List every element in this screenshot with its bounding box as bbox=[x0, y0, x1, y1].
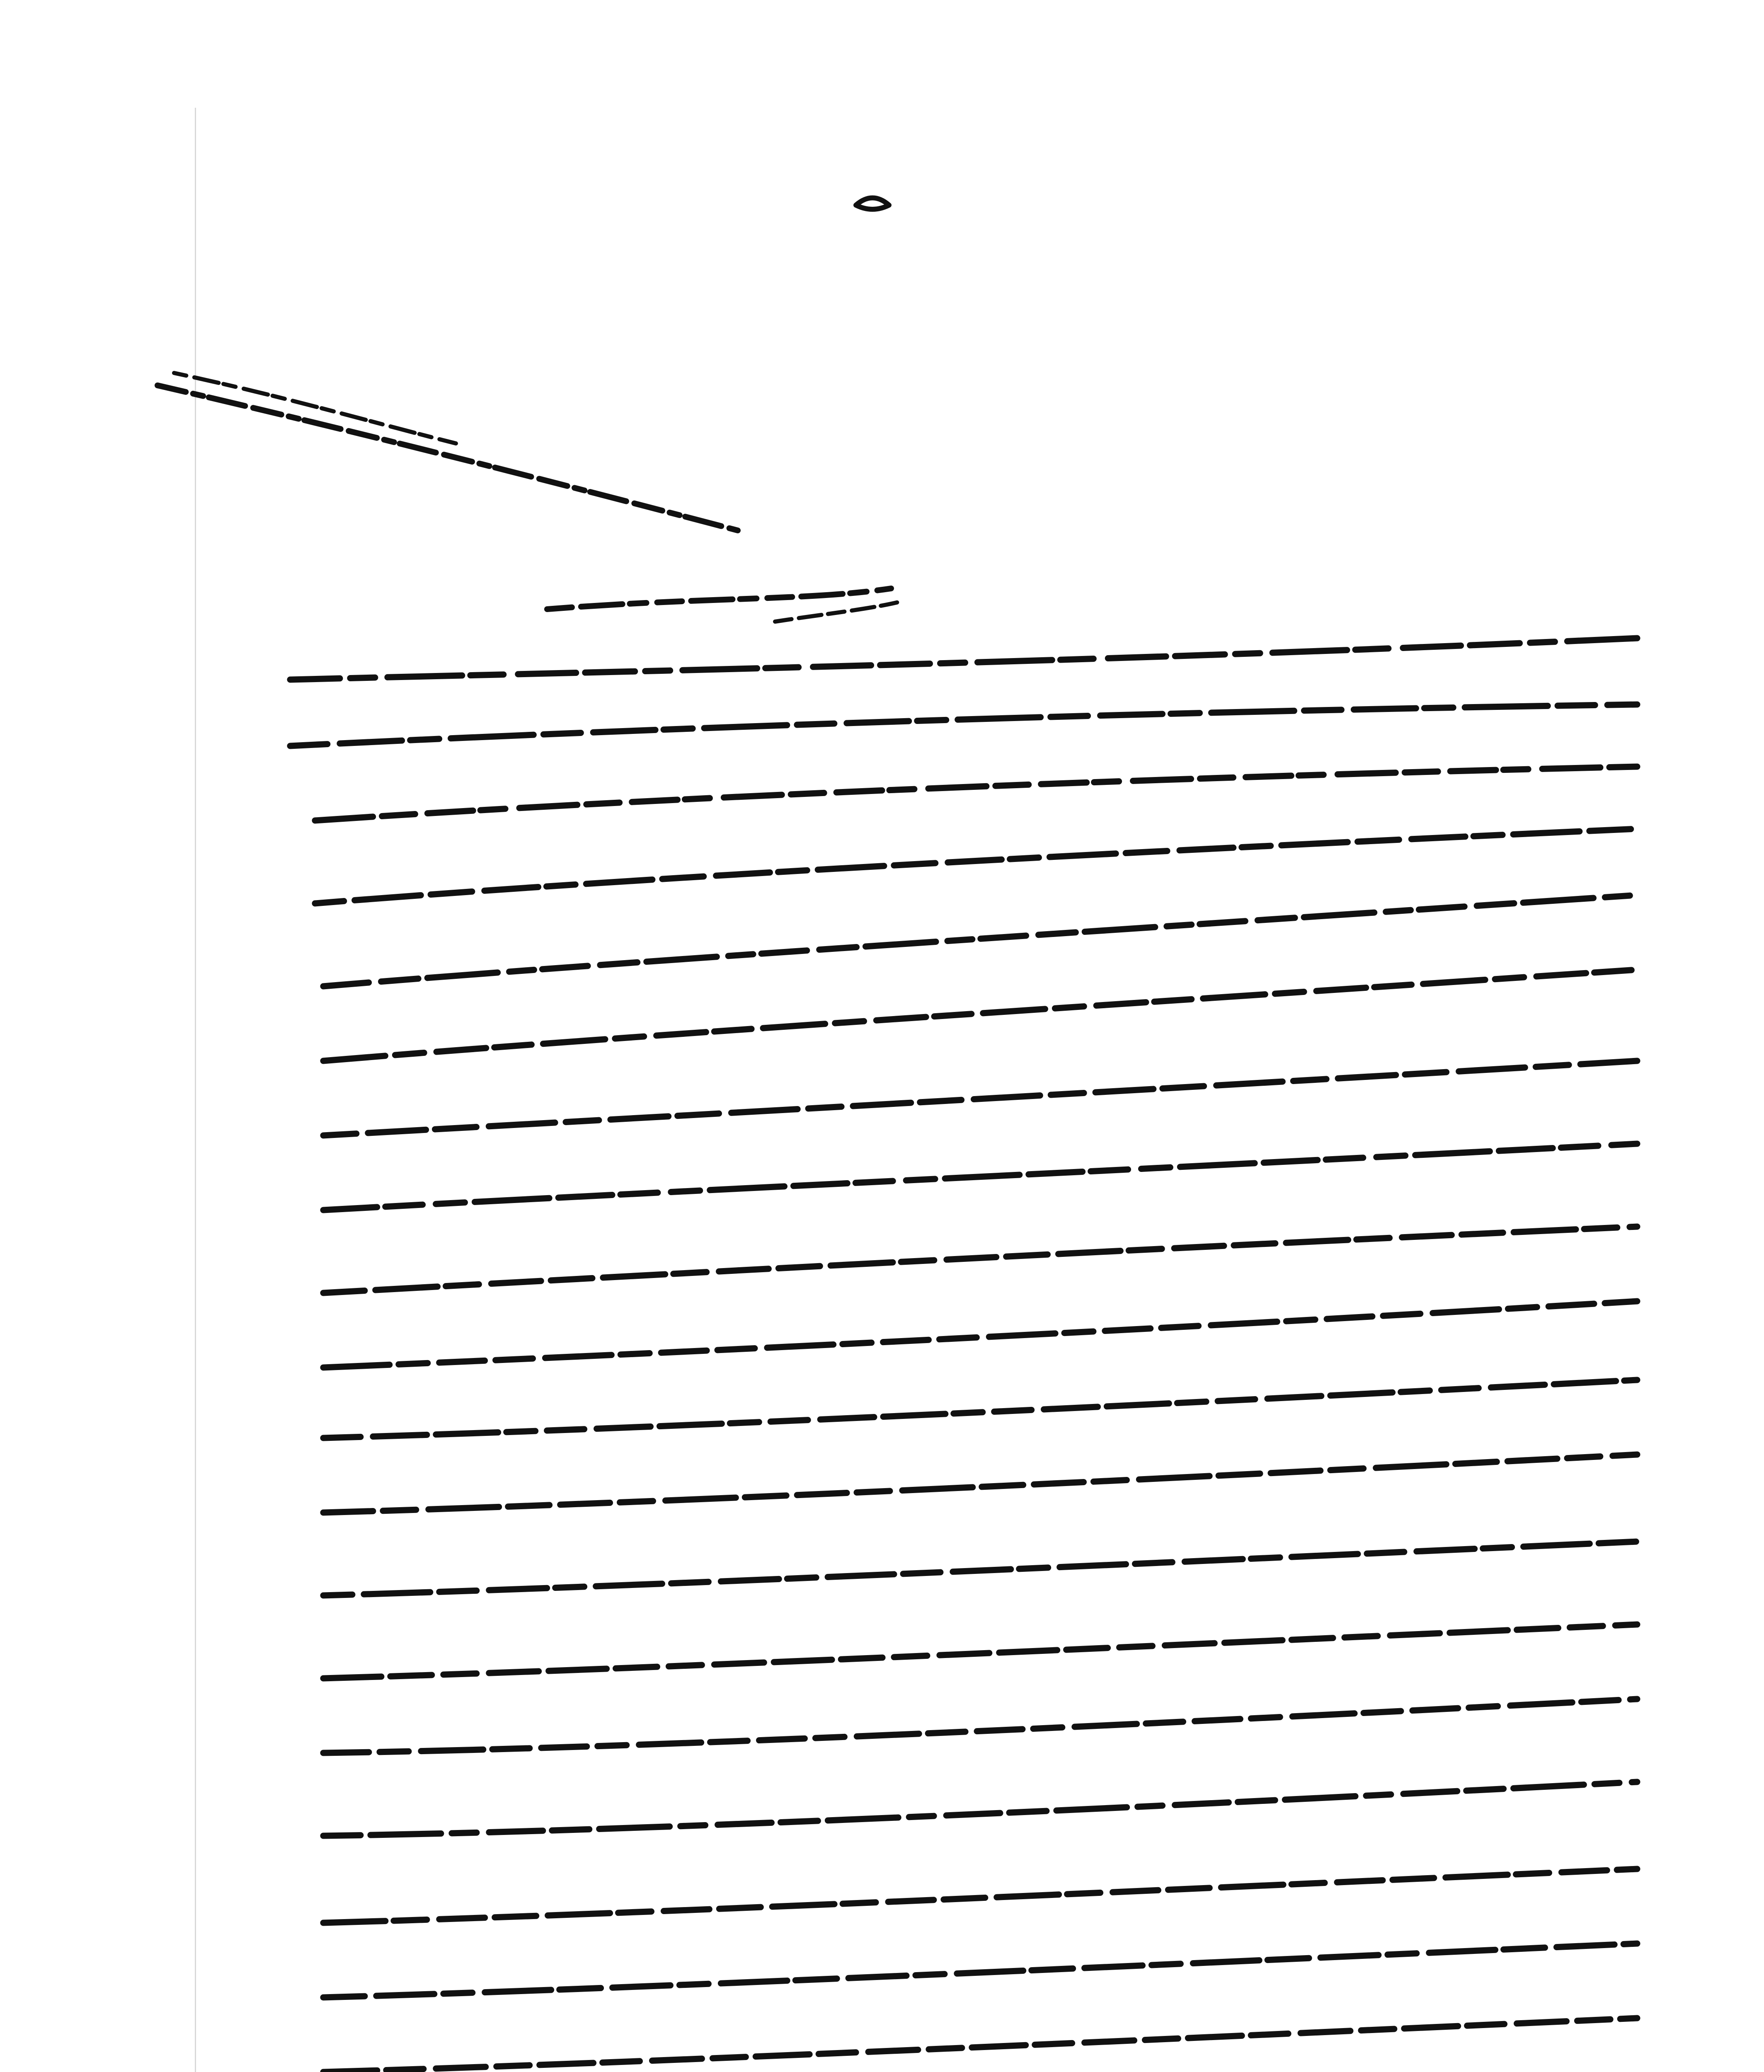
text-line bbox=[323, 1699, 1637, 1753]
text-line bbox=[323, 1542, 1637, 1595]
text-line bbox=[323, 1380, 1637, 1438]
text-line bbox=[290, 704, 1637, 746]
margin-note bbox=[158, 385, 738, 530]
text-line bbox=[323, 1301, 1637, 1368]
text-line bbox=[323, 970, 1637, 1061]
margin-note-2 bbox=[174, 373, 456, 443]
text-line bbox=[323, 2018, 1637, 2072]
text-line bbox=[323, 1455, 1637, 1513]
text-line bbox=[323, 1144, 1637, 1210]
heading-line-2 bbox=[775, 601, 904, 622]
text-line bbox=[290, 638, 1637, 680]
text-line bbox=[323, 1227, 1637, 1293]
text-line bbox=[323, 1782, 1637, 1836]
text-line bbox=[315, 829, 1637, 903]
text-line bbox=[315, 767, 1637, 821]
text-line bbox=[323, 1869, 1637, 1923]
text-line bbox=[323, 895, 1637, 986]
main-text bbox=[290, 638, 1637, 2072]
text-line bbox=[323, 1624, 1637, 1678]
heading-line bbox=[547, 588, 891, 609]
text-line bbox=[323, 1061, 1637, 1135]
text-line bbox=[323, 1944, 1637, 1997]
invocation-mark bbox=[856, 198, 889, 210]
